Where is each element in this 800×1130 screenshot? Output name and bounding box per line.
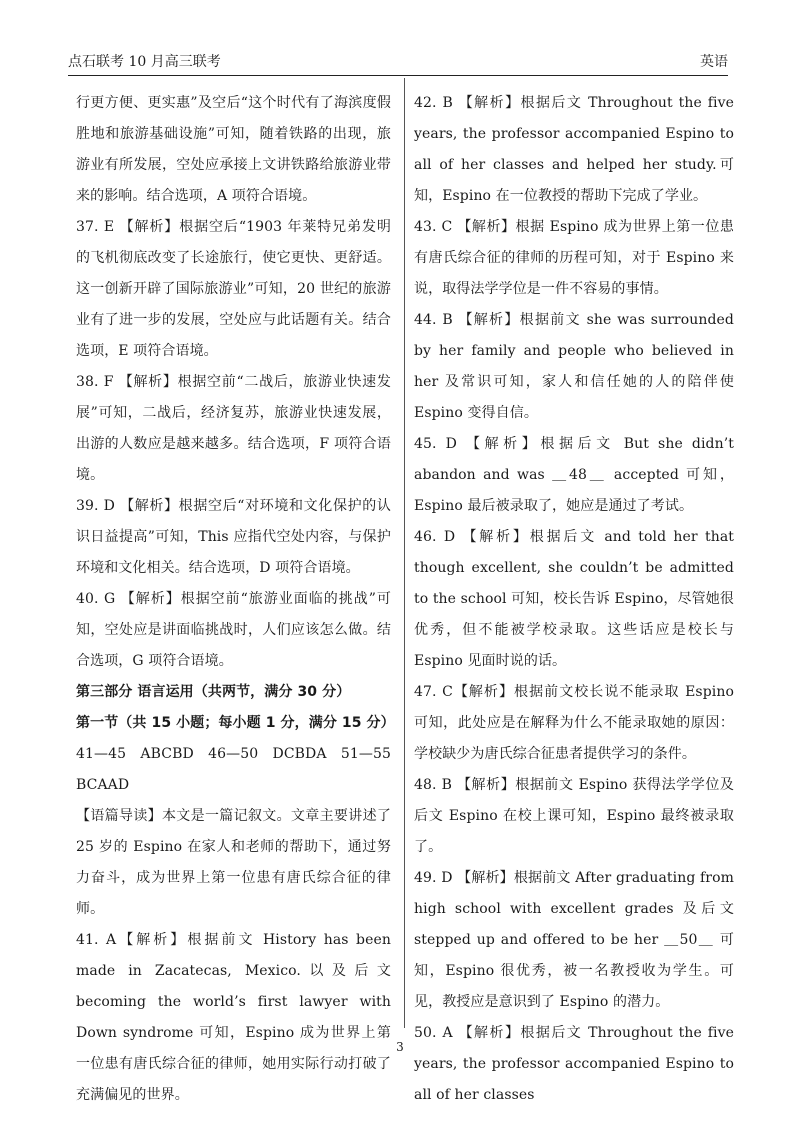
paragraph: 46. D 【解析】根据后文 and told her that though excellent, she couldn’t be admitted to the school 可知，校长告诉 Espino，尽管她很优秀，但不能被学校录取。这些话应是校长与 Espino 见面时说的话。	[414, 529, 734, 669]
header-rule	[68, 75, 728, 76]
subsection-heading: 第一节（共 15 小题；每小题 1 分，满分 15 分）	[76, 715, 395, 731]
column-divider	[404, 78, 405, 1028]
exam-title: 点石联考 10 月高三联考	[68, 54, 221, 70]
section-heading: 第三部分 语言运用（共两节，满分 30 分）	[76, 684, 351, 700]
paragraph: 48. B 【解析】根据前文 Espino 获得法学学位及后文 Espino 在校上课可知，Espino 最终被录取了。	[414, 777, 734, 855]
paragraph: 38. F 【解析】根据空前“二战后，旅游业快速发展”可知，二战后，经济复苏，旅游业快速发展，出游的人数应是越来越多。结合选项，F 项符合语境。	[76, 374, 391, 483]
paragraph: 49. D 【解析】根据前文 After graduating from high school with excellent grades 及后文 stepped up and offered to be her ＿50＿ 可知，Espino 很优秀，被一名教授收为学生。可见，教授应是意识到了 Espino 的潜力。	[414, 870, 734, 1010]
paragraph: 43. C 【解析】根据 Espino 成为世界上第一位患有唐氏综合征的律师的历程可知，对于 Espino 来说，取得法学学位是一件不容易的事情。	[414, 219, 734, 297]
paragraph: 45. D 【解析】根据后文 But she didn’t abandon and was ＿48＿ accepted 可知，Espino 最后被录取了，她应是通过了考试。	[414, 436, 734, 514]
paragraph: 42. B 【解析】根据后文 Throughout the five years, the professor accompanied Espino to all of her classes and helped her study.可知，Espino 在一位教授的帮助下完成了学业。	[414, 95, 734, 204]
page-header	[68, 50, 728, 74]
paragraph: 50. A 【解析】根据后文 Throughout the five years, the professor accompanied Espino to all of her classes	[414, 1025, 734, 1103]
paragraph: 39. D 【解析】根据空后“对环境和文化保护的认识日益提高”可知，This 应指代空处内容，与保护环境和文化相关。结合选项，D 项符合语境。	[76, 498, 391, 576]
paragraph: 行更方便、更实惠”及空后“这个时代有了海滨度假胜地和旅游基础设施”可知，随着铁路的出现，旅游业有所发展，空处应承接上文讲铁路给旅游业带来的影响。结合选项，A 项符合语境。	[76, 95, 391, 204]
answer-key: 41—45 ABCBD 46—50 DCBDA 51—55 BCAAD	[76, 746, 391, 793]
paragraph: 41. A【解析】根据前文 History has been made in Zacatecas, Mexico.以及后文 becoming the world’s first lawyer with Down syndrome 可知，Espino 成为世界上第一位患有唐氏综合征的律师，她用实际行动打破了充满偏见的世界。	[76, 932, 391, 1103]
right-column	[414, 88, 734, 1111]
page-number: 3	[396, 1040, 404, 1054]
paragraph: 37. E 【解析】根据空后“1903 年莱特兄弟发明的飞机彻底改变了长途旅行，使它更快、更舒适。这一创新开辟了国际旅游业”可知，20 世纪的旅游业有了进一步的发展，空处应与此话题有关。结合选项，E 项符合语境。	[76, 219, 391, 359]
subject-label: 英语	[700, 54, 728, 70]
paragraph: 【语篇导读】本文是一篇记叙文。文章主要讲述了 25 岁的 Espino 在家人和老师的帮助下，通过努力奋斗，成为世界上第一位患有唐氏综合征的律师。	[76, 808, 391, 917]
paragraph: 47. C【解析】根据前文校长说不能录取 Espino 可知，此处应是在解释为什么不能录取她的原因：学校缺少为唐氏综合征患者提供学习的条件。	[414, 684, 734, 762]
left-column	[76, 88, 395, 1111]
paragraph: 40. G 【解析】根据空前“旅游业面临的挑战”可知，空处应是讲面临挑战时，人们应该怎么做。结合选项，G 项符合语境。	[76, 591, 391, 669]
paragraph: 44. B 【解析】根据前文 she was surrounded by her family and people who believed in her 及常识可知，家人和信任她的人的陪伴使 Espino 变得自信。	[414, 312, 734, 421]
